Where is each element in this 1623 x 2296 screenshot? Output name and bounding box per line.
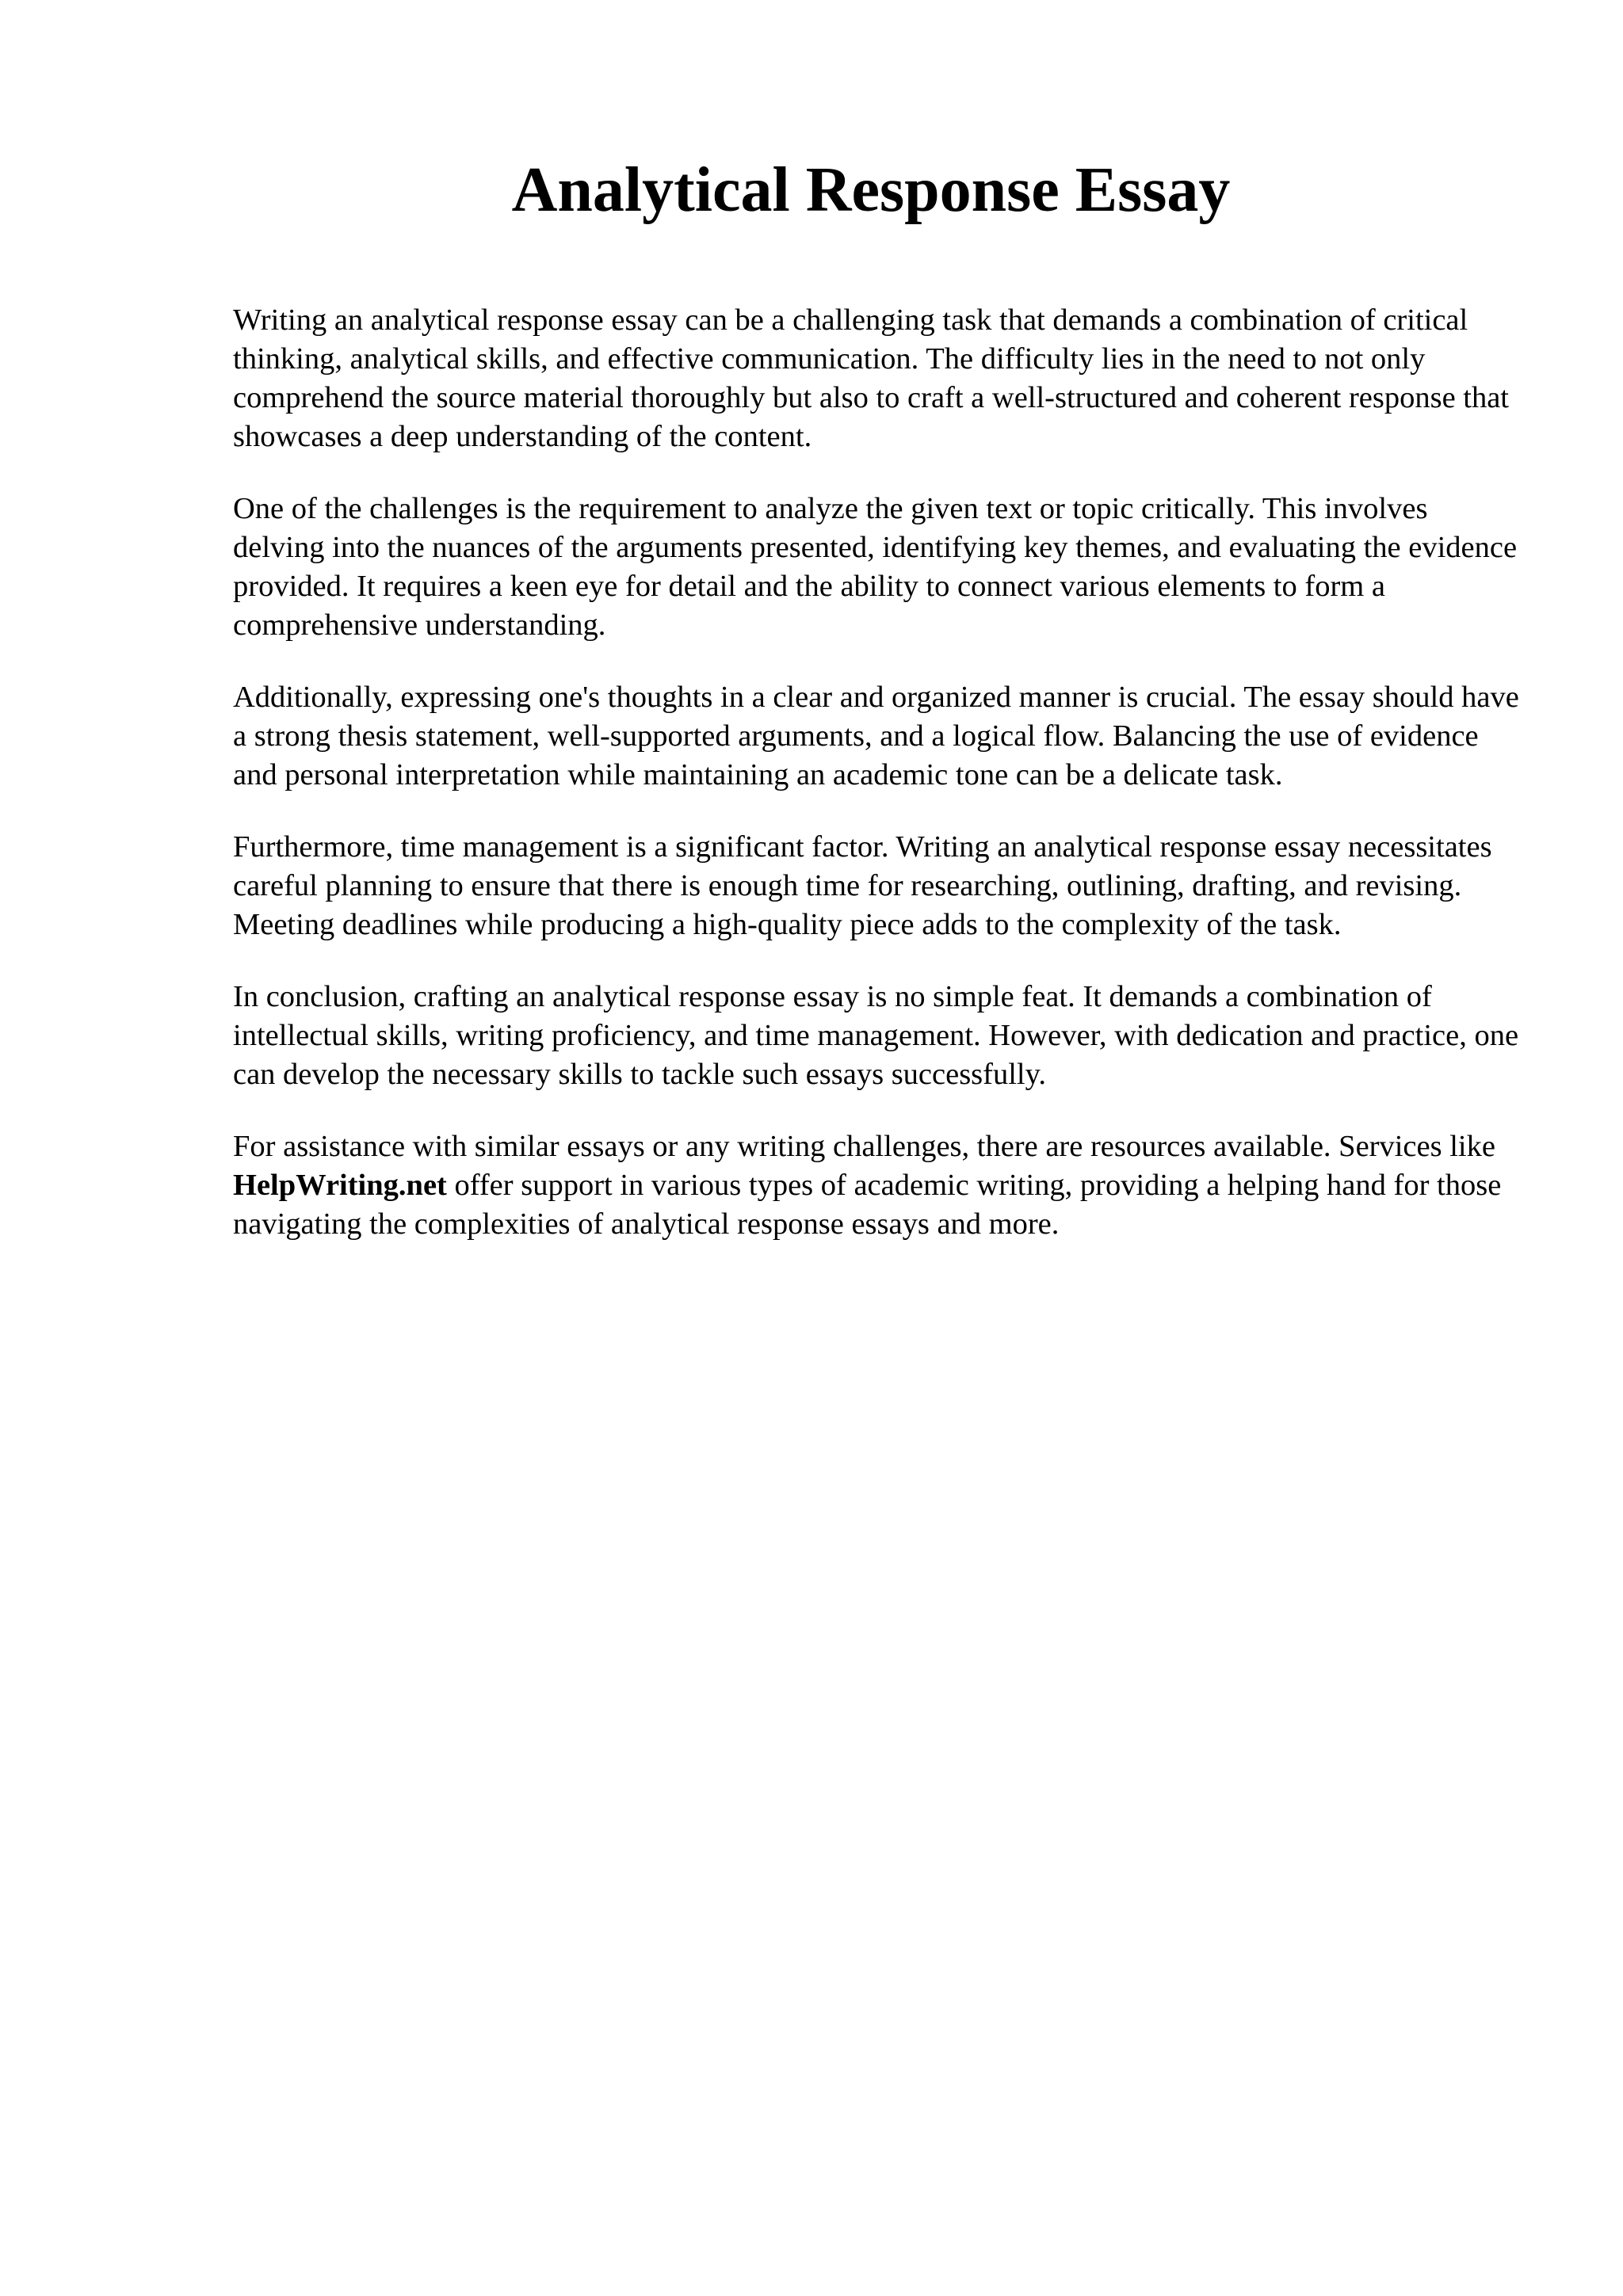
assistance-text-after: offer support in various types of academic writing, providing a helping hand for those navigating the complexities of analytical response essays and more. (233, 1169, 1502, 1241)
paragraph-challenges: One of the challenges is the requirement to analyze the given text or topic critically. This involves delving into the nuances of the arguments presented, identifying key themes, and evaluating the evidence provided. It requires a keen eye for detail and the ability to connect various elements to form a comprehensive understanding. (233, 492, 1518, 642)
helpwriting-brand: HelpWriting.net (233, 1169, 447, 1202)
paragraph-intro: Writing an analytical response essay can be a challenging task that demands a combination of critical thinking, analytical skills, and effective communication. The difficulty lies in the need to not only comprehend the source material thoroughly but also to craft a well-structured and coherent response that showcases a deep understanding of the content. (233, 303, 1510, 453)
paragraph-expression: Additionally, expressing one's thoughts in a clear and organized manner is crucial. The essay should have a strong thesis statement, well-supported arguments, and a logical flow. Balancing the use of evidence and personal interpretation while maintaining an academic tone can be a delicate task. (233, 681, 1519, 791)
paragraph-assistance (233, 1127, 1525, 1244)
assistance-text-before: For assistance with similar essays or any writing challenges, there are resources available. Services like (233, 1130, 1495, 1163)
paragraph-time-management: Furthermore, time management is a significant factor. Writing an analytical response essay necessitates careful planning to ensure that there is enough time for researching, outlining, drafting, and revising. Meeting deadlines while producing a high-quality piece adds to the complexity of the task. (233, 830, 1492, 941)
document-title: Analytical Response Essay (511, 155, 1231, 225)
paragraph-conclusion: In conclusion, crafting an analytical response essay is no simple feat. It demands a combination of intellectual skills, writing proficiency, and time management. However, with dedication and practice, one can develop the necessary skills to tackle such essays successfully. (233, 980, 1519, 1091)
document-body (233, 301, 1525, 1277)
